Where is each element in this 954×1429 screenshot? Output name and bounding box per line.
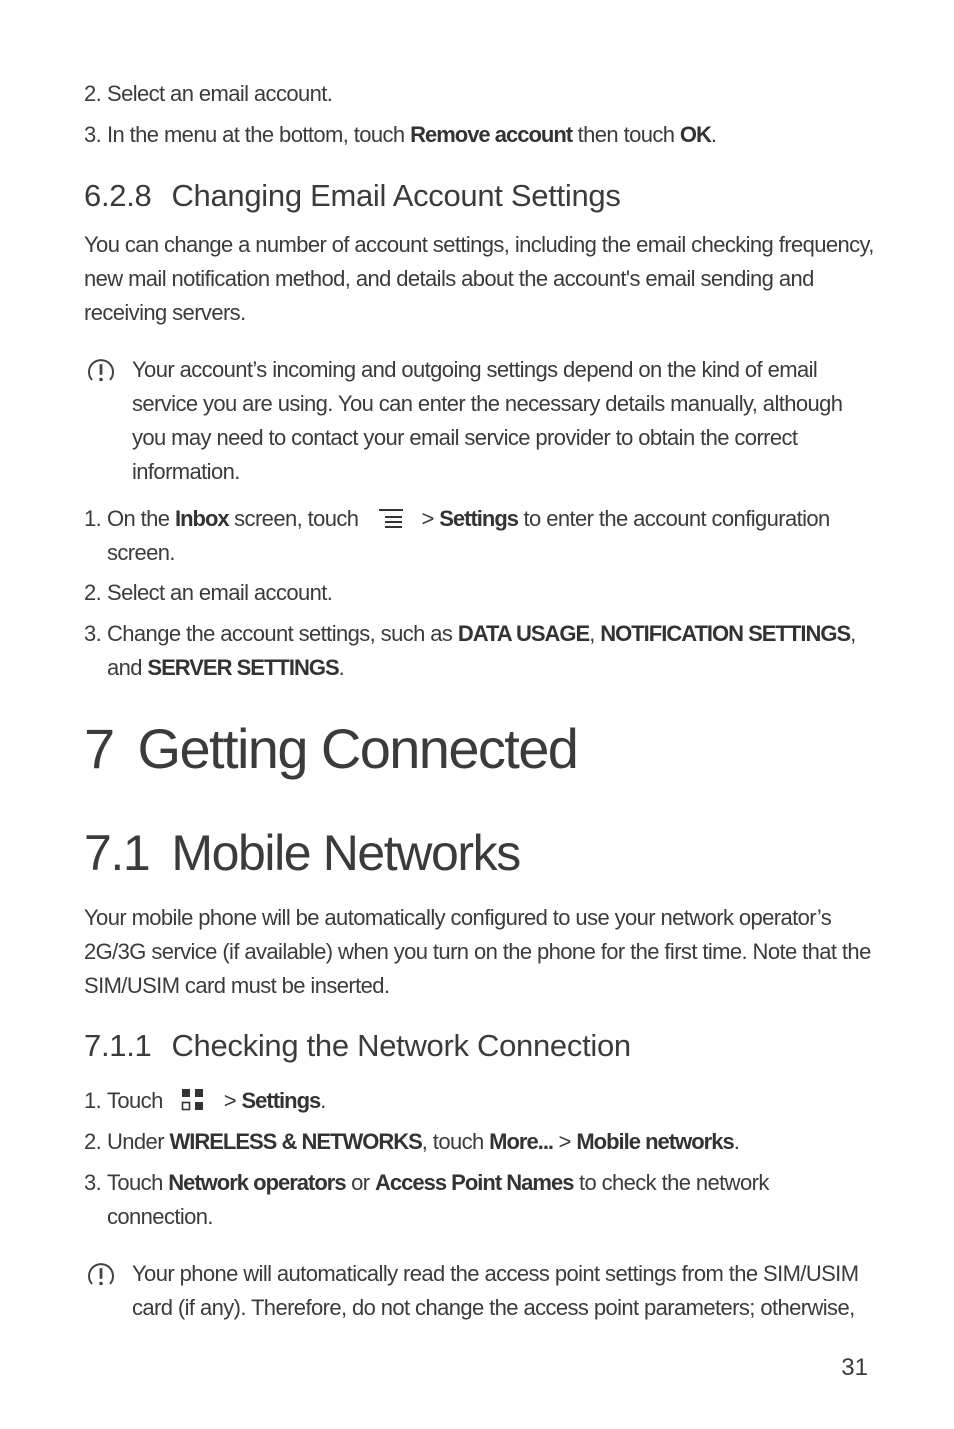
step-text: Select an email account.: [107, 580, 333, 605]
section-intro-7-1: Your mobile phone will be automatically configured to use your network operator’s 2G/3G service (if available) when you turn on the phone for the first time. Note that the SIM/USIM card must be inserted.: [84, 905, 871, 998]
step-text: Touch Network operators or Access Point Names to check the network connection.: [107, 1170, 769, 1229]
note-text: Your account’s incoming and outgoing settings depend on the kind of email service you are using. You can enter the necessary details manually, although you may need to contact your email service provider to obtain the correct information.: [132, 357, 843, 484]
step-remove-account: [84, 118, 874, 152]
note-text: Your phone will automatically read the access point settings from the SIM/USIM card (if any). Therefore, do not change the access point parameters; otherwise,: [132, 1261, 859, 1320]
section-heading-7-1-1: 7.1.1 Checking the Network Connection: [84, 1028, 631, 1063]
menu-icon: [378, 506, 404, 530]
step-change-settings: 3. Change the account settings, such as DATA USAGE, NOTIFICATION SETTINGS, and SERVER SETTINGS.: [84, 617, 874, 685]
step-mobile-networks: 2. Under WIRELESS & NETWORKS, touch More... > Mobile networks.: [84, 1125, 874, 1159]
settings-label: Settings: [439, 506, 519, 531]
remove-account-label: Remove account: [410, 122, 573, 147]
step-text: Under WIRELESS & NETWORKS, touch More... > Mobile networks.: [107, 1129, 740, 1154]
step-touch-settings: 1. Touch > Settings.: [84, 1084, 874, 1118]
section-intro-6-2-8: You can change a number of account settings, including the email checking frequency, new mail notification method, and details about the account's email sending and receiving servers.: [84, 232, 874, 325]
apps-grid-icon: [180, 1088, 206, 1112]
step-text: On the Inbox screen, touch > Settings to enter the account configuration screen.: [107, 506, 830, 565]
step-number: 2.: [84, 81, 102, 106]
step-select-email-account-2: 2. Select an email account.: [84, 576, 874, 610]
ok-label: OK: [679, 122, 711, 147]
page-number: 31: [841, 1354, 868, 1381]
chapter-heading-7: 7 Getting Connected: [84, 717, 578, 780]
step-select-email-account: [84, 77, 874, 111]
step-text: In the menu at the bottom, touch Remove account then touch OK.: [107, 122, 717, 147]
step-number: 3.: [84, 122, 102, 147]
section-heading-6-2-8: 6.2.8 Changing Email Account Settings: [84, 178, 621, 213]
caution-note-icon: [86, 1260, 116, 1290]
step-check-network: 3. Touch Network operators or Access Point Names to check the network connection.: [84, 1166, 874, 1234]
step-text: Touch > Settings.: [107, 1088, 326, 1113]
note-access-point: [84, 1257, 874, 1325]
note-account-settings: [84, 353, 874, 489]
step-text: Select an email account.: [107, 81, 333, 106]
inbox-label: Inbox: [174, 506, 229, 531]
step-text: Change the account settings, such as DATA USAGE, NOTIFICATION SETTINGS, and SERVER SETTINGS.: [107, 621, 856, 680]
caution-note-icon: [86, 356, 116, 386]
step-open-settings: 1. On the Inbox screen, touch > Settings to enter the account configuration screen.: [84, 502, 874, 570]
section-heading-7-1: 7.1 Mobile Networks: [84, 825, 520, 881]
